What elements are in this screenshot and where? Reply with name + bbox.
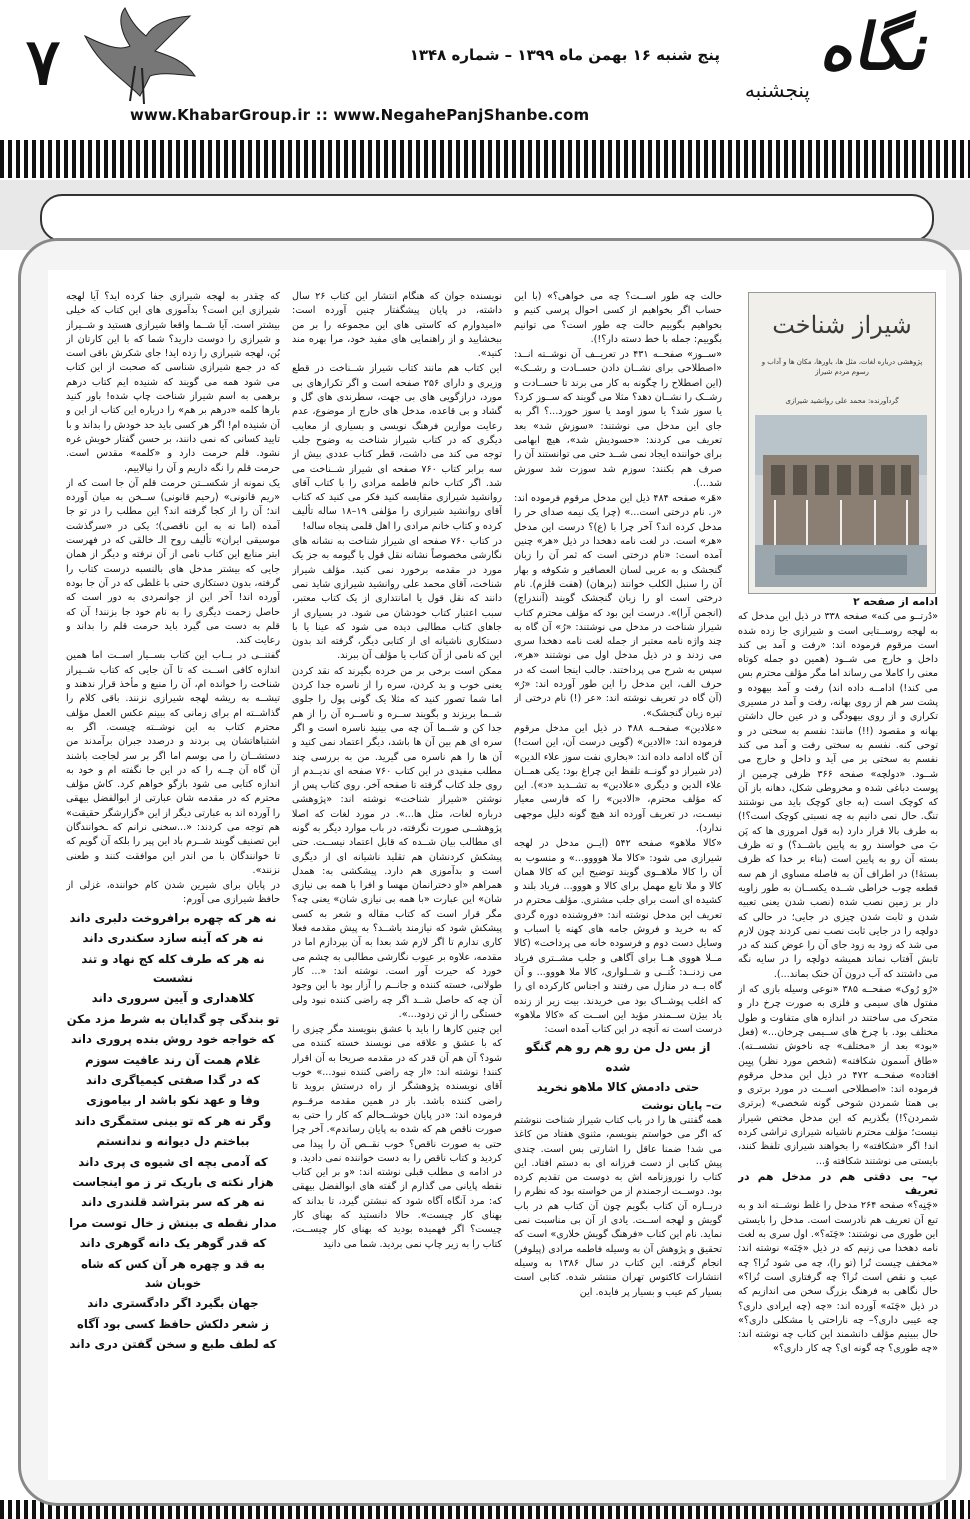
article-column-3 (292, 290, 502, 1450)
article-column-2 (514, 290, 722, 1450)
verse-line: از بس دل من رو هم رو هم گنگو شده (525, 1040, 711, 1074)
verse-line: به قد و چهره هر آن کس که شاه خوبان شد (81, 1256, 265, 1291)
book-subtitle: پژوهشی درباره لغات، مثل ها، باورها، مکان ها و آداب و رسوم مردم شیراز (761, 358, 923, 376)
paragraph: در پایان برای شیرین شدن کام خواننده، غزلی از حافظ شیرازی می آورم: (66, 880, 280, 906)
book-title: شیراز شناخت (772, 311, 912, 339)
verse-line: وگر نه هر که تو بینی ستمگری داند (74, 1113, 272, 1128)
verse-line: نه هر که آینه سازد سکندری داند (82, 931, 264, 946)
decorative-ornament (40, 194, 934, 242)
masthead (0, 0, 970, 150)
paragraph: «چَنِه؟» صفحه ۲۶۴ مدخل را غلط نوشــته اند و به تبع آن تعریف هم نادرست است. مدخل را بایستی این طوری می نوشتند: «چَنَه؟». اول سری به لغت نامه دهخدا می زنیم که در ذیل «چَنَه» نوشته اند: «مخفف چیست تُرا (تو را)، چه می شود تُرا؟ چه عیب و نقص است تُرا؟ چه گرفتاری است تُرا؟» حال نگاهی به فرهنگ بزرگ سخن می اندازیم که در ذیل «چَنَه» آورده اند: «چه (چه ایرادی داری؟ چه عیبی داری؟– چه ناراحتی یا مشکلی داری؟» حال ببینیم مؤلف دانشمند این کتاب چه نوشته اند: «چه طوری؟ چه گونه ای؟ چه کار داری؟» (738, 1200, 938, 1355)
verse-line: جهان بگیرد اگر دادگستری داند (87, 1296, 259, 1311)
paragraph: نویسنده جوان که هنگام انتشار این کتاب ۲۶ سال داشته، در پایان پیشگفتار چنین آورده است: «امیدوارم که کاستی های این مجموعه را بر من ببخشایید و از راهنمایی های مفید خود، مرا بهره مند کنید». (292, 291, 502, 360)
paragraph: گفتنــی در بــاب این کتاب بســیار اســت اما همین اندازه کافی اســت که تا آن جایی که کتاب شــیراز شناخت را خوانده ام، آن را منبع و مأخذ قرار ندهند و تیشــه به ریشه لهجه شیرازی نزنند. باقی کلام را گذاشــته ام برای زمانی که ببینم عکس العمل مؤلف محترم کتاب به این نوشــته چیست. اگر به اشتباهاتشان پی بردند و درصدد جبران برآمدند من دستشــان را می بوسم اما اگر بر سر لجاجت باشند آن گاه آن چــه را که در این جا نگفته ام و خود به اندازه کتابی می شود بازگو خواهم کرد. کاش مؤلف محترم که در مقدمه شان عبارتی از ابوالفضل بیهقی را آورده اند به عبارتی دیگر از این «گزارشگر حقیقت» هم توجه می کردند: «...سخنی نرانم که ـخوانندگان این تصنیف گویند شــرم باد این پیر را بلکه آن گویم که تا خوانندگان با من اندر این موافقت کنند و طعنی نزنند». (66, 650, 280, 876)
newspaper-logo: نگاه پنجشنبه (744, 10, 938, 102)
verse-line: مدار نقطه ی بینش ز خال توست مرا (69, 1215, 277, 1230)
issue-date-line: پنج شنبه ۱۶ بهمن ماه ۱۳۹۹ – شماره ۱۳۴۸ (409, 46, 720, 64)
verse-line: بباختم دل دیوانه و ندانستم (96, 1134, 250, 1149)
paragraph: «ســوز» صفحــه ۴۳۱ در تعریــف آن نوشــته انــد: «اصطلاحی برای نشــان دادن حســادت و رشــک» (این اصطلاح را چگونه به کار می برند تا حســادت و رشــک را نشــان دهد؟ مثلا می گویند که ســوز کرد؟ یا سوز شد؟ یا سوز اومد یا سوز خورد...؟ اگر به جای این مدخل می نوشتند: «سوزش شد» بعد تعریف می کردند: «حسودیش شد»، هیچ ابهامی برای خواننده ایجاد نمی شــد حتی می توانستند آن را صرف هم بکنند: سوزم شد سوزت شد سوزش شد...). (514, 349, 722, 489)
poem (66, 909, 280, 1355)
verse-line: غلام همت آن رند عافیت سوزم (85, 1052, 261, 1067)
article-column-4 (66, 290, 280, 1450)
verse-line: وفا و عهد نکو باشد ار بیاموزی (86, 1093, 260, 1108)
verse-line: که قدر گوهر یک دانه گوهری داند (79, 1236, 267, 1251)
article-column-1 (738, 290, 938, 1450)
paragraph: «کالا ملاهو» صفحه ۵۴۲ (ایــن مدخل در لهجه شیرازی می شود: «کالا ملا هوووو...» و منسوب به آن را کالا ملاهــوی گویند توضیح این که کالا همان کالا و ملا تابع مهمل برای کالا و هووو... فریاد بلند و کشیده ای است برای جلب مشتری. مؤلف محترم در تعریف این مدخل نوشته اند: «فروشنده دوره گردی که به خرید و فروش جامه های کهنه یا اسباب و وسایل دست دوم و فرسوده خانه می پرداخت» (کالا مــلا هووی هــا برای آگاهی و جلب مشــتری فریاد می زدنــد: کُتــی و شــلواری، کالا ملا هووو... و آن گاه بــه در منازل می رفتند و اجناس کارکرده ای را که اغلب پوشــاک بود می خریدند. بیت زیر از زنده یاد بیژن ســمندر مؤید این اســت که «کالا ملاهو» درست است نه آنچه در این کتاب آمده است: (514, 838, 722, 1036)
section-heading: ت– پایان نوشت (641, 1099, 722, 1112)
continuation-heading: ادامه از صفحه ۲ (853, 596, 938, 608)
paragraph: «هَر» صفحه ۴۸۴ ذیل این مدخل مرقوم فرموده اند: «ر. نام درختی است...» (چرا یک نیمه صدای حر را مدخل کرده اند؟ آخر چرا با (ع)؟ درست این مدخل «هر» است. در لغت نامه دهخدا در ذیل «هر» چنین آمده است: «نام درختی است که ثمر آن را زبان گنجشک و به عربی لسان العصافیر و شکوفه و بهار آن را سنبل الکلب خوانند (برهان) (هفت قلزم). نام درختی است او را زبان گنجشک گویند (آنندراج) (انجمن آرا)». درست این بود که مؤلف محترم کتاب شیراز شناخت در مدخل می نوشتند: «رُ» آن گاه به چند واژه نامه معتبر از جمله لغت نامه دهخدا سری می زدند و در ذیل مدخل اول می نوشتند «هر»، سپس به شرح می پرداختند. جالب اینجا است که در حرف الف، این مدخل را این طور آورده اند: «رُ» (آن گاه در تعریف نوشته اند: «عر (!) نام درختی از تیره زبان گنجشک». (514, 493, 722, 719)
paragraph: «علادین» صفحــه ۴۸۸ در ذیل این مدخل مرقوم فرموده اند: «الادین» (گویی درست آن، این است!) آن گاه ادامه داده اند: «بخاری نفت سوز علاء الدین» (در شیراز دو گونــه تلفظ این چراغ بود: یکی همــان علاء الدین و دیگری «علادین» به تشــدید «د»). این که مؤلف محترم، «الادین» را که فارسی معیار نیسـت، در تعریف آورده اند هیچ گونه دلیل موجهی ندارد). (514, 722, 722, 834)
verse-line: که خواجه خود روش بنده پروری داند (70, 1032, 276, 1047)
paragraph: یک نمونه از شکســتن حرمت قلم آن جا است که از «ریم قانونی» (رحیم قانونی) ســخن به میان آورده اند؛ آن را از کجا گرفته اند؟ این مطلب را در تو جا آمده (اما نه به این ناقصی)؛ یکی در «سرگذشت موسیقی ایران» تألیف روح الـ خالقی که در فهرست ابتر منابع این کتاب نامی از آن نرفته و دیگر از همان جایی که بیشتر مدخل های بالنسبه درست کتاب را گرفته، بدون دستکاری حتی با غلطی که در آن جا بوده آورده اند! آخر این از جوانمردی به دور است که حاصل زحمت دیگری را به نام خود جا بزنند! آن که قلم به دست می گیرد باید حرمت قلم را بداند و رعایت کند. (66, 477, 280, 647)
paragraph: «رُو رُوک» صفحــه ۳۸۵ «نوعی وسیله بازی که از مفتول های سیمی و فلزی به صورت چرخ دار و متحرک می ساختند در اندازه های متفاوت و طول مختلف بود. با چرخ های ســیمی چرخان...» (فعل «بود» بعد از «مختلف» چه ناخوش نشســته). «طاق آسمون شکافته» (شخص مورد نظر) پیِین افتاده» صفحــه ۴۷۲ در ذیل این مدخل مرقوم فرموده اند: «اصطلاحی اســت در مورد برتری و بی همتا شمردن شوخی گونه شخصی» (برتری شمردن؟!) بگذریم که این مدخل مختص شیراز نیست؛ مؤلف محترم ناشیانه شیرازی تراشی کرده اند! اگر «شکافته» را بخواهند شیرازی تلفظ کنند، بایستی می نوشتند شکافته وُ... (738, 984, 938, 1167)
paragraph: همه گفتنی ها را در باب کتاب شیراز شناخت ننوشتم که اگر می خواستم بنویسم، مثنوی هفتاد من کاغذ می شد! ضمنا عاقل را اشارتی بس است. چندی پیش کتابی از دست فرزانه ای به دستم افتاد. این کتاب را نوروزنامه اش به دوست من تقدیم کرده بود. دوســت ارجمندم از من خواسته بود که نظرم را دربــاره آن کتاب بگویم چون آن کتاب هم در باب گویش و لهجه اســت. یادی از آن بی مناسبت نمی نماید. نام این کتاب «فرهنگ گویش خلاری» است که تحقیق و پژوهش آن به وسیله فاطمه مرادی (پیلوفر) انجام گرفته. این کتاب در سال ۱۳۸۶ به وسیله انتشارات کاکتوس تهران منتشر شده. کتابی است بسیار کم عیب و بسیار پر فایده. این (514, 1114, 722, 1298)
verse-line: که آدمی بچه ای شیوه ی پری داند (78, 1154, 268, 1169)
book-author: گردآورنده: محمد علی روانشید شیرازی (785, 397, 899, 405)
website-urls: www.KhabarGroup.ir :: www.NegahePanjShanbe.com (130, 106, 590, 124)
verse-line: حتی دادمش کالا ملاهو نخرید (536, 1080, 700, 1095)
verse-line: که در گدا صفتی کیمیاگری داند (86, 1073, 260, 1088)
page-number: ۷ (25, 25, 61, 100)
verse-line: نه هر که طرف کله کج نهاد و تند نشست (81, 951, 265, 985)
paragraph: در کتاب ۷۶۰ صفحه ای شیراز شناخت به نشانه های نگارشی مخصوصاً نشانه نقل قول یا گیومه به جز یک مورد در مقدمه برخورد نمی کنید. مؤلف شیراز شناخت، آقای محمد علی روانشید شیرازی شاید نمی دانند که نقل قول یا امانتداری از یک کتاب معتبر، سبب اعتبار کتاب خودشان می شود. در بسیاری از جاهای کتاب مطالبی دیده می شود که عینا یا با دستکاری ناشیانه ای از کتابی دیگر، گرفته اند بدون این که نامی از آن کتاب یا مؤلف آن ببرند. (292, 536, 502, 662)
paragraph: این چنین کارها را باید با عشق بنویسند مگر چیزی را که با عشق و علاقه می نویسند خسته کننده می شود؟ آن هم آن قدر که در مقدمه صریحا به آن اقرار کنند! نوشته اند: «از چه راضی کننده نبود...» خوب آقای نویسنده پژوهشگر از راه درستش بروید تا راضی کننده باشد. باز در همین مقدمه مرقــوم فرموده اند: «در پایان خوشــحالم که کار را حتی به صورت ناقص هم که شده به پایان رساندم». آخر چرا حتی به صورت ناقص؟ خوب نقــص آن را پیدا می کردید و کتاب ناقص را به دست خواننده نمی دادید. و در ادامه ی مطلب قبلی نوشته اند: «و بر این کتاب نقطه پایانی می گذارم از گفته های ابوالفضل بیهقی که: مرد آنگاه آگاه شود که نبشتن گیرد، تا بداند که بهنای کار چیست». حالا دانستید که بهنای کار چیست؟ اگر فهمیده بودید که بهنای کار چیســت، کتاب را به زیر چاپ نمی بردید. شما می دانید (292, 1024, 502, 1250)
paragraph: ممکن است برخی بر من خرده بگیرند که نقد کردن یعنی خوب و بد کردن، سره را از ناسره جدا کردن اما شما تصور کنید که مثلا یک گونی پول را جلوی شــما بریزند و بگویند ســره و ناســره آن را از هم جدا کن و شــما آن چه می بینید ناسره است و اگر سره ای هم بین آن ها باشد، دیگر اعتماد نمی کنید و آن ها را هم ناسره می گیرید. من به بررسی چند مطلب مفیدی در این کتاب ۷۶۰ صفحه ای ندیــدم از روی جلد کتاب گرفته تا صفحه آخر. روی کتاب پس از نوشتن «شیراز شناخت» نوشته اند: «پژوهشی درباره لغات، مثل ها...». در مورد لغات که اصلا پژوهشــی صورت نگرفته، در باب موارد دیگر به گونه ای مطالب بیان شــده که قابل اعتماد نیســت. حتی پیشکش کردنشان هم تقلید ناشیانه ای از دیگری است و بدآموزی هم دارد. پیشکشی به: همدل همراهم «او دخترانمان مهسا و افرا با همه بی نیازی شان» این عبارت «با همه بی نیازی شان» یعنی چه؟ مگر قرار است که کتاب مقاله و شعر به کسی پیشکش شود که نیازمند باشــد؟ به پیش مقدمه فعلا کاری ندارم تا اگر لازم شد بعدا به آن بپردازم اما در مقدمه، علاوه بر عیوب نگارشی مطالبی به چشم می خورد که حیرت آور است. نوشته اند: «... کار طولانی، خسته کننده و جانــم را آزار بود با این وجود آن چه که حاصل شــد اگر چه راضی کننده نبود ولی خستگی را از تن زدود...». (292, 665, 502, 1020)
verse-line: کلاهداری و آیین سروری داند (91, 991, 255, 1006)
verse-line: نه هر که چهره برافروخت دلبری داند (69, 910, 277, 925)
verse-line: ز شعر دلکش حافظ کسی بود آگاه (77, 1316, 269, 1331)
verse-line: تو بندگی چو گدایان به شرط مزد مکن (66, 1011, 280, 1026)
verse-line: هزار نکته ی باریک تر ز مو اینجاست (72, 1175, 274, 1190)
paragraph: که چقدر به لهجه شیرازی جفا کرده اید؟ آیا لهجه شیرازی این است؟ بدآموزی های این کتاب که خیلی بیشتر است. آیا شــما واقعا شیرازی هستید و شــیراز و شیرازی را دوست دارید؟ شما که با این کارتان از بُن، لهجه شیرازی را زده اید! جای شکرش باقی است که در جمع شیرازی شناسی که صحبت از این کتاب می شود همه می گویند که شنیده ایم کتاب درهم برهمی به اسم شیراز شناخت چاپ شده! باور کنید بارها کلمه «درهم بر هم» را درباره این کتاب از این و آن شنیده ام! اگر هر کسی باید حد خودش را بداند و با تایید کسانی که نمی دانند، بر حسن گفتار خویش غره نشود. قلم حرمت دارد و «کلمه» مقدس است. حرمت قلم را نگه داریم و آن را نیالاییم. (66, 291, 280, 474)
paragraph: این کتاب هم مانند کتاب شیراز شــناخت در قطع وزیری و دارای ۲۵۶ صفحه است و اگر تکرارهای بی مورد، درازگویی های بی جهت، سطرندی های گل و گشاد و بی قاعده، مدخل های خارج از موضوع، عدم رعایت موازین فرهنگ نویسی و بسیاری از معایب دیگری که در کتاب شیراز شناخت به وضوح جلب توجه می کند می داشت، قطر کتاب عددی بیش از سه برابر کتاب ۷۶۰ صفحه ای شیراز شــناخت می شد. اگر کتاب خانم فاطمه مرادی را با کتاب آقای روانشید شیرازی مقایسه کنید فکر می کنید که کتاب آقای روانشید شیرازی را مؤلفی ۱۹–۱۸ ساله تألیف کرده و کتاب خانم مرادی را اهل قلمی پنجاه ساله! (292, 363, 502, 532)
phoenix-illustration (80, 6, 200, 106)
verse-line: نه هر که سر بتراشد قلندری داند (81, 1195, 265, 1210)
verse-line: که لطف طبع و سخن گفتن دری داند (69, 1337, 277, 1352)
paragraph: «دُرتــو می کنه» صفحه ۳۳۸ در ذیل این مدخل که به لهجه روســتایی است و شیرازی جا زده شده است مرقوم فرموده اند: «رفت و آمد بی کند داخل و خارج می شــود (همین دو جمله کوتاه معنی را کاملا می رساند اما مگر مؤلف محترم بس می کند!) ادامــه داده اند) رفت و آمد بیهوده و پشت سر هم از روی بهانه، رفت و آمد در مسیری تکراری و از روی بیهودگی و در عین حال داشتن بهانه و مقصود (!!) مانند: نفسم به سختی در و توحی کنه. نفسم به سختی رفت و آمد می کند نفسم به سختی بر می آید و داخل و خارج می شــود. «دولچه» صفحه ۳۶۶ ظرفی چرمین از پوست دباغی شده و مخروطی شکل، دهانه باز آن که کوچک است (به جای کوچک باید می نوشتند تنگ. حال نمی دانیم به چه نسبتی کوچک است؟!) به طرف بالا قرار دارد (به قول امروزی ها که پَن بَ می خواسند رو به پایین باشــد؟) و ته ظرف بسته آن رو به پایین است (بناء بر خدا که ظرف بستۀ!) در اطراف آن به فاصله مساوی از هم سه قطعه چوب خراطی شــده یکســان به طور زاویه دار بر زمین نصب شده (نصب شدن یعنی تعبیه شدن و ثابت شدن چیزی در جایی؛ در حالی که دولچه را در جایی ثابت نصب نمی کردند چون لازم می شد که زود به زود جای آن را عوض کنند که در تابش آفتاب نماند همیشه دولچه را در سایه نگه می داشتند که آب درون آن خنک بماند...). (738, 611, 938, 980)
paragraph: حالت چه طور اســت؟ چه می خواهی؟» (با این حساب اگر بخواهیم از کسی احوال پرسی کنیم و بخواهیم بگوییم حالت چه طور است؟ می توانیم بگوییم: جمله با خط دسته دار؟!). (514, 291, 722, 345)
striped-border-top (0, 140, 970, 178)
section-heading: پ– بی دقتی هم در مدخل هم در تعریف (738, 1170, 938, 1198)
